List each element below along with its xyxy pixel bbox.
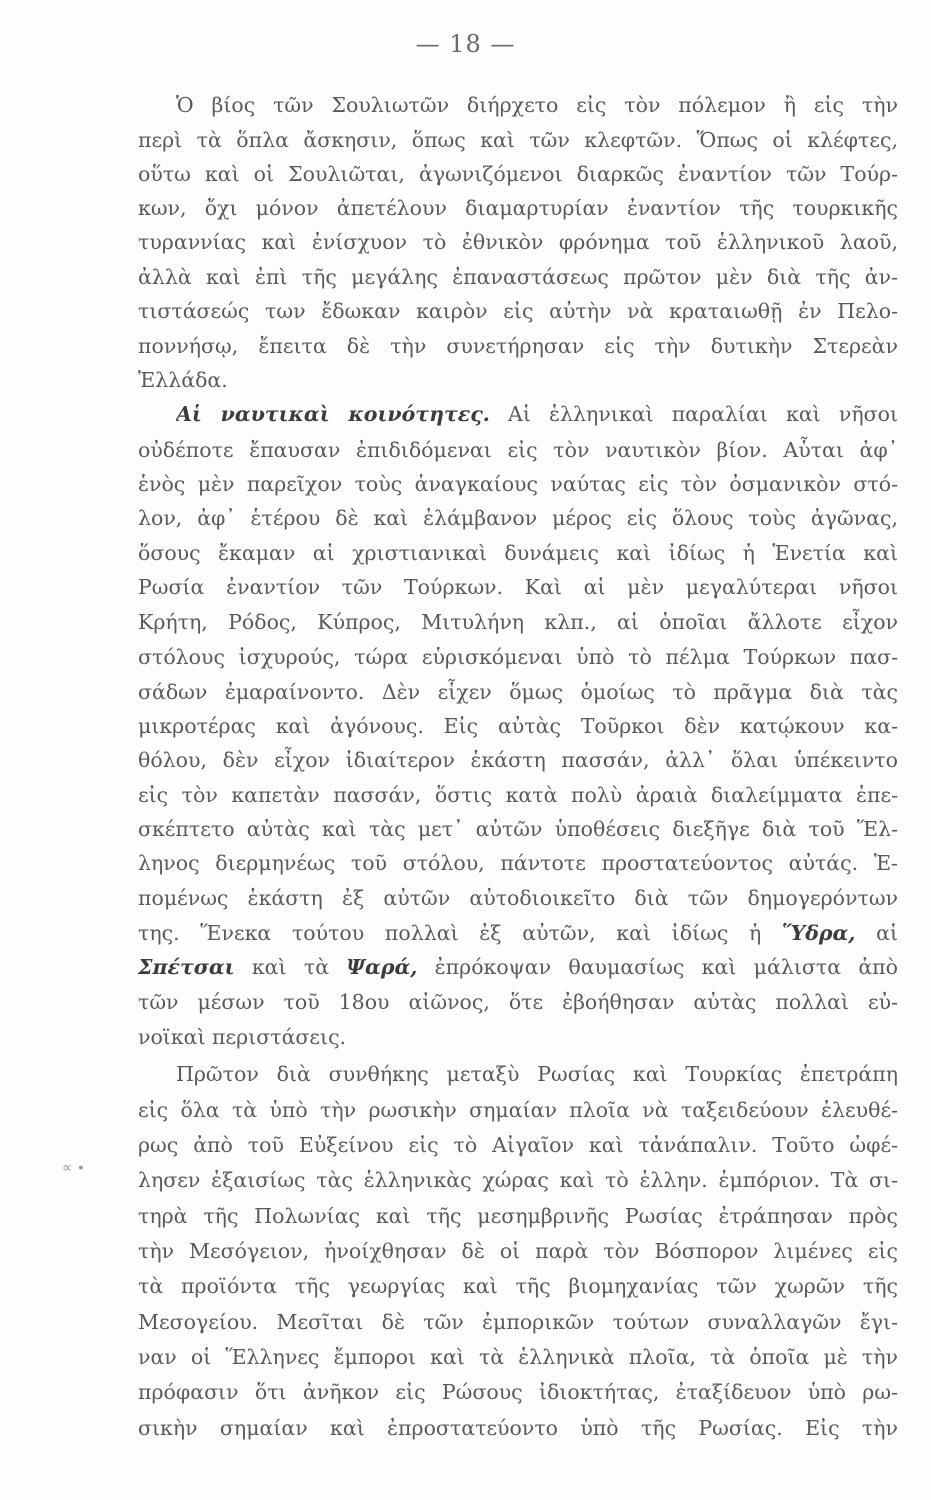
text-line [138, 675, 898, 709]
text-line [138, 1340, 898, 1374]
line-text: τῶν μέσων τοῦ 18ου αἰῶνος, ὅτε ἐβοήθησαν αὐτὰς πολλαὶ εὐ- [138, 990, 898, 1014]
line-text: θόλου, δὲν εἶχον ἰδιαίτερον ἑκάστη πασσάν, ἀλλ᾿ ὅλαι ὑπέκειντο [138, 748, 898, 772]
line-text: Ρωσία ἐναντίον τῶν Τούρκων. Καὶ αἱ μὲν μεγαλύτεραι νῆσοι [138, 575, 898, 599]
text-line [138, 1234, 898, 1268]
text-line [138, 985, 898, 1019]
line-text: τυραννίας καὶ ἐνίσχυον τὸ ἐθνικὸν φρόνημα τοῦ ἑλληνικοῦ λαοῦ, [138, 230, 898, 254]
text-line [138, 467, 898, 501]
text-line [138, 743, 898, 777]
text-line [138, 1375, 898, 1409]
line-text: ναν οἱ Ἕλληνες ἔμποροι καὶ τὰ ἑλληνικὰ πλοῖα, τὰ ὁποῖα μὲ τὴν [138, 1345, 898, 1369]
text-line [138, 191, 898, 225]
line-text: σκέπτετο αὐτὰς καὶ τὰς μετ᾿ αὐτῶν ὑποθέσεις διεξῆγε διὰ τοῦ Ἕλ- [138, 817, 898, 841]
margin-mark: ∝ ∙ [62, 1160, 86, 1176]
line-text: σάδων ἐμαραίνοντο. Δὲν εἶχεν ὅμως ὁμοίως τὸ πρᾶγμα διὰ τὰς [138, 680, 898, 704]
line-text: Κρήτη, Ρόδος, Κύπρος, Μιτυλήνη κλπ., αἱ ὁποῖαι ἄλλοτε εἶχον [138, 610, 898, 634]
text-line [138, 1411, 898, 1445]
text-line [138, 778, 898, 812]
text-line [138, 1093, 898, 1127]
line-text: Πρῶτον διὰ συνθήκης μεταξὺ Ρωσίας καὶ Τουρκίας ἐπετράπη [176, 1062, 898, 1086]
line-text: τὰ προϊόντα τῆς γεωργίας καὶ τῆς βιομηχανίας τῶν χωρῶν τῆς [138, 1274, 898, 1298]
text-line [138, 433, 898, 467]
text-line [138, 225, 898, 259]
line-text: τηρὰ τῆς Πολωνίας καὶ τῆς μεσημβρινῆς Ρωσίας ἐτράπησαν πρὸς [138, 1204, 898, 1228]
text-line [138, 812, 898, 846]
line-text: καὶ τὰ [234, 955, 347, 979]
line-text: Αἱ ἑλληνικαὶ παραλίαι καὶ νῆσοι [489, 402, 898, 426]
line-text: αἱ [855, 921, 898, 945]
emphasized-term: Αἱ ναυτικαὶ κοινότητες. [176, 402, 490, 426]
line-text: λησεν ἐξαισίως τὰς ἑλληνικὰς χώρας καὶ τὸ ἑλλην. ἐμπόριον. Τὰ σι- [138, 1168, 898, 1192]
emphasized-term: Σπέτσαι [138, 955, 235, 979]
text-line [138, 1020, 898, 1054]
line-text: πομένως ἑκάστη ἐξ αὐτῶν αὐτοδιοικεῖτο διὰ τῶν δημογερόντων [138, 886, 898, 910]
text-line [138, 640, 898, 674]
text-line [176, 88, 898, 122]
text-line [138, 709, 898, 743]
emphasized-term: Ὕδρα, [781, 921, 856, 945]
line-text: της. Ἕνεκα τούτου πολλαὶ ἐξ αὐτῶν, καὶ ἰδίως ἡ [138, 921, 782, 945]
page-number: — 18 — [415, 30, 516, 58]
line-text: Ἑλλάδα. [138, 368, 228, 392]
emphasized-term: Ψαρά, [346, 955, 418, 979]
text-line [138, 260, 898, 294]
text-line [138, 605, 898, 639]
line-text: ληνος διερμηνέως τοῦ στόλου, πάντοτε προστατεύοντος αὐτάς. Ἑ- [138, 851, 898, 875]
line-text: σικὴν σημαίαν καὶ ἐπροστατεύοντο ὑπὸ τῆς Ρωσίας. Εἰς τὴν [138, 1416, 898, 1440]
text-line [176, 397, 898, 431]
line-text: ὅσους ἔκαμαν αἱ χριστιανικαὶ δυνάμεις καὶ ἰδίως ἡ Ἑνετία καὶ [138, 541, 898, 565]
line-text: ποννήσῳ, ἔπειτα δὲ τὴν συνετήρησαν εἰς τὴν δυτικὴν Στερεὰν [138, 334, 898, 358]
text-line [138, 294, 898, 328]
text-line [138, 1305, 898, 1339]
text-line [138, 916, 898, 950]
text-line [138, 123, 898, 157]
line-text: ρως ἀπὸ τοῦ Εὐξείνου εἰς τὸ Αἰγαῖον καὶ τἀνάπαλιν. Τοῦτο ὠφέ- [138, 1133, 898, 1157]
line-text: Μεσογείου. Μεσῖται δὲ τῶν ἐμπορικῶν τούτων συναλλαγῶν ἔγι- [138, 1310, 898, 1334]
line-text: ἀλλὰ καὶ ἐπὶ τῆς μεγάλης ἐπαναστάσεως πρῶτον μὲν διὰ τῆς ἀν- [138, 265, 898, 289]
text-line [138, 1163, 898, 1197]
text-line [138, 329, 898, 363]
line-text: νοϊκαὶ περιστάσεις. [138, 1025, 347, 1049]
line-text: πρόφασιν ὅτι ἀνῆκον εἰς Ρώσους ἰδιοκτήτας, ἐταξίδευον ὑπὸ ρω- [138, 1380, 898, 1404]
line-text: εἰς ὅλα τὰ ὑπὸ τὴν ρωσικὴν σημαίαν πλοῖα νὰ ταξειδεύουν ἐλευθέ- [138, 1098, 898, 1122]
text-line [138, 1199, 898, 1233]
line-text: τὴν Μεσόγειον, ἠνοίχθησαν δὲ οἱ παρὰ τὸν Βόσπορον λιμένες εἰς [138, 1239, 898, 1263]
line-text: ἑνὸς μὲν παρεῖχον τοὺς ἀναγκαίους ναύτας εἰς τὸν ὀσμανικὸν στό- [138, 472, 898, 496]
line-text: ἐπρόκοψαν θαυμασίως καὶ μάλιστα ἀπὸ [417, 955, 898, 979]
line-text: στόλους ἰσχυρούς, τώρα εὑρισκόμεναι ὑπὸ τὸ πέλμα Τούρκων πασ- [138, 645, 898, 669]
line-text: εἰς τὸν καπετὰν πασσάν, ὅστις κατὰ πολὺ ἀραιὰ διαλείμματα ἐπε- [138, 783, 898, 807]
line-text: λον, ἀφ᾿ ἑτέρου δὲ καὶ ἐλάμβανον μέρος εἰς ὅλους τοὺς ἀγῶνας, [138, 506, 898, 530]
text-line [138, 846, 898, 880]
line-text: οὕτω καὶ οἱ Σουλιῶται, ἀγωνιζόμενοι διαρκῶς ἐναντίον τῶν Τούρ- [138, 162, 898, 186]
text-line [138, 950, 898, 984]
text-line [138, 1128, 898, 1162]
text-line [138, 570, 898, 604]
line-text: τιστάσεώς των ἔδωκαν καιρὸν εἰς αὐτὴν νὰ κραταιωθῇ ἐν Πελο- [138, 299, 898, 323]
text-line [138, 501, 898, 535]
line-text: Ὁ βίος τῶν Σουλιωτῶν διήρχετο εἰς τὸν πόλεμον ἢ εἰς τὴν [176, 93, 898, 117]
text-line [138, 881, 898, 915]
text-line [138, 1269, 898, 1303]
text-line [138, 363, 898, 397]
line-text: μικροτέρας καὶ ἀγόνους. Εἰς αὐτὰς Τοῦρκοι δὲν κατῴκουν κα- [138, 714, 898, 738]
text-line [138, 157, 898, 191]
line-text: περὶ τὰ ὅπλα ἄσκησιν, ὅπως καὶ τῶν κλεφτῶν. Ὅπως οἱ κλέφτες, [138, 128, 898, 152]
text-line [138, 536, 898, 570]
line-text: οὐδέποτε ἔπαυσαν ἐπιδιδόμεναι εἰς τὸν ναυτικὸν βίον. Αὗται ἀφ᾿ [138, 438, 898, 462]
text-line [176, 1057, 898, 1091]
line-text: κων, ὄχι μόνον ἀπετέλουν διαμαρτυρίαν ἐναντίον τῆς τουρκικῆς [138, 196, 898, 220]
